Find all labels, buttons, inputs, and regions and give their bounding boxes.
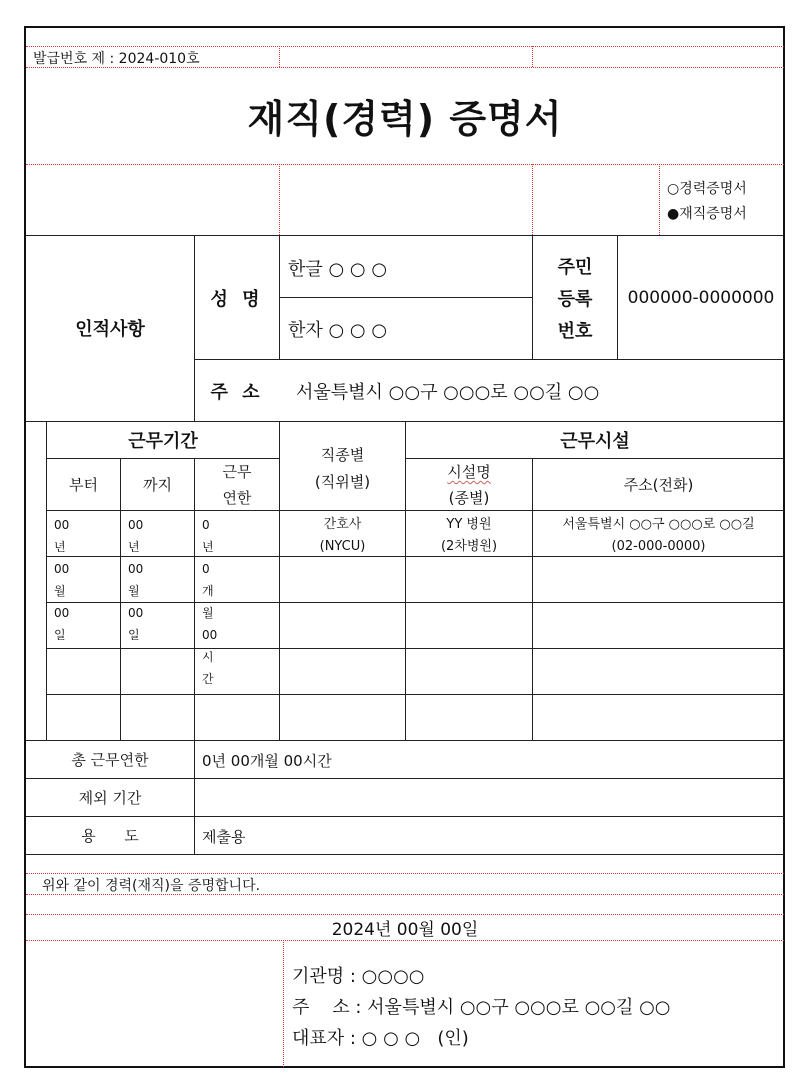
years-header-line: 연한	[222, 489, 252, 507]
document-title: 재직(경력) 증명서	[247, 96, 563, 141]
years-cell	[202, 514, 217, 690]
certification-statement: 위와 같이 경력(재직)을 증명합니다.	[42, 878, 261, 894]
issue-date: 2024년 00월 00일	[331, 919, 479, 940]
excluded-period-label: 제외 기간	[78, 789, 142, 807]
facility-header: 근무시설	[560, 431, 630, 452]
facility-name-line: (2차병원)	[440, 539, 498, 554]
id-number-label	[533, 236, 617, 359]
to-cell	[128, 514, 143, 646]
address-value: 서울특별시 ○○구 ○○○로 ○○길 ○○	[296, 382, 600, 403]
id-label-line: 번호	[557, 321, 593, 342]
from-cell	[54, 514, 69, 646]
personal-section-label: 인적사항	[75, 319, 145, 340]
name-hangul: 한글 ○ ○ ○	[288, 259, 388, 280]
purpose-label: 용 도	[81, 827, 139, 845]
id-number-value: 000000-0000000	[627, 287, 775, 308]
facility-address-line: (02-000-0000)	[611, 539, 706, 554]
facility-name-cell	[406, 514, 532, 558]
facility-address-cell	[533, 514, 784, 558]
job-header-line: (직위별)	[314, 473, 371, 491]
job-header-line: 직종별	[320, 446, 365, 464]
work-period-header: 근무기간	[128, 431, 198, 452]
total-years-value: 0년 00개월 00시간	[202, 752, 332, 770]
issuer-representative: 대표자 : ○ ○ ○ (인)	[292, 1028, 469, 1049]
address-label: 주 소	[210, 381, 264, 403]
option-career-certificate: ○경력증명서	[667, 181, 747, 197]
years-line: 00시간	[202, 628, 218, 686]
facility-name-line: YY 병원	[446, 517, 492, 532]
to-line: 00년	[128, 518, 144, 554]
id-label-line: 등록	[557, 289, 593, 310]
issuer-address: 주 소 : 서울특별시 ○○구 ○○○로 ○○길 ○○	[292, 997, 671, 1018]
to-line: 00월 00일	[128, 562, 144, 642]
option-employment-certificate: ●재직증명서	[667, 206, 747, 222]
facility-name-header-line: 시설명	[447, 463, 491, 481]
issuer-organization: 기관명 : ○○○○	[292, 966, 425, 987]
years-header	[195, 459, 279, 510]
from-line: 00년	[54, 518, 70, 554]
facility-name-header-line: (종별)	[448, 489, 490, 507]
job-type-header	[280, 422, 405, 510]
name-hanja: 한자 ○ ○ ○	[288, 320, 388, 341]
job-line: (NYCU)	[319, 539, 366, 554]
to-header: 까지	[143, 476, 172, 494]
facility-address-line: 서울특별시 ○○구 ○○○로 ○○길	[562, 517, 755, 532]
from-line: 00월 00일	[54, 562, 70, 642]
id-label-line: 주민	[557, 257, 593, 278]
purpose-value: 제출용	[202, 828, 246, 846]
years-header-line: 근무	[222, 463, 252, 481]
issue-number: 발급번호 제 : 2024-010호	[33, 51, 200, 67]
job-line: 간호사	[323, 517, 362, 532]
job-cell	[280, 514, 405, 558]
years-line: 0년 0개월	[202, 518, 214, 620]
from-header: 부터	[69, 476, 98, 494]
total-years-label: 총 근무연한	[71, 751, 149, 769]
name-label: 성 명	[210, 288, 264, 310]
facility-address-header: 주소(전화)	[623, 476, 694, 494]
facility-name-header	[406, 459, 532, 510]
